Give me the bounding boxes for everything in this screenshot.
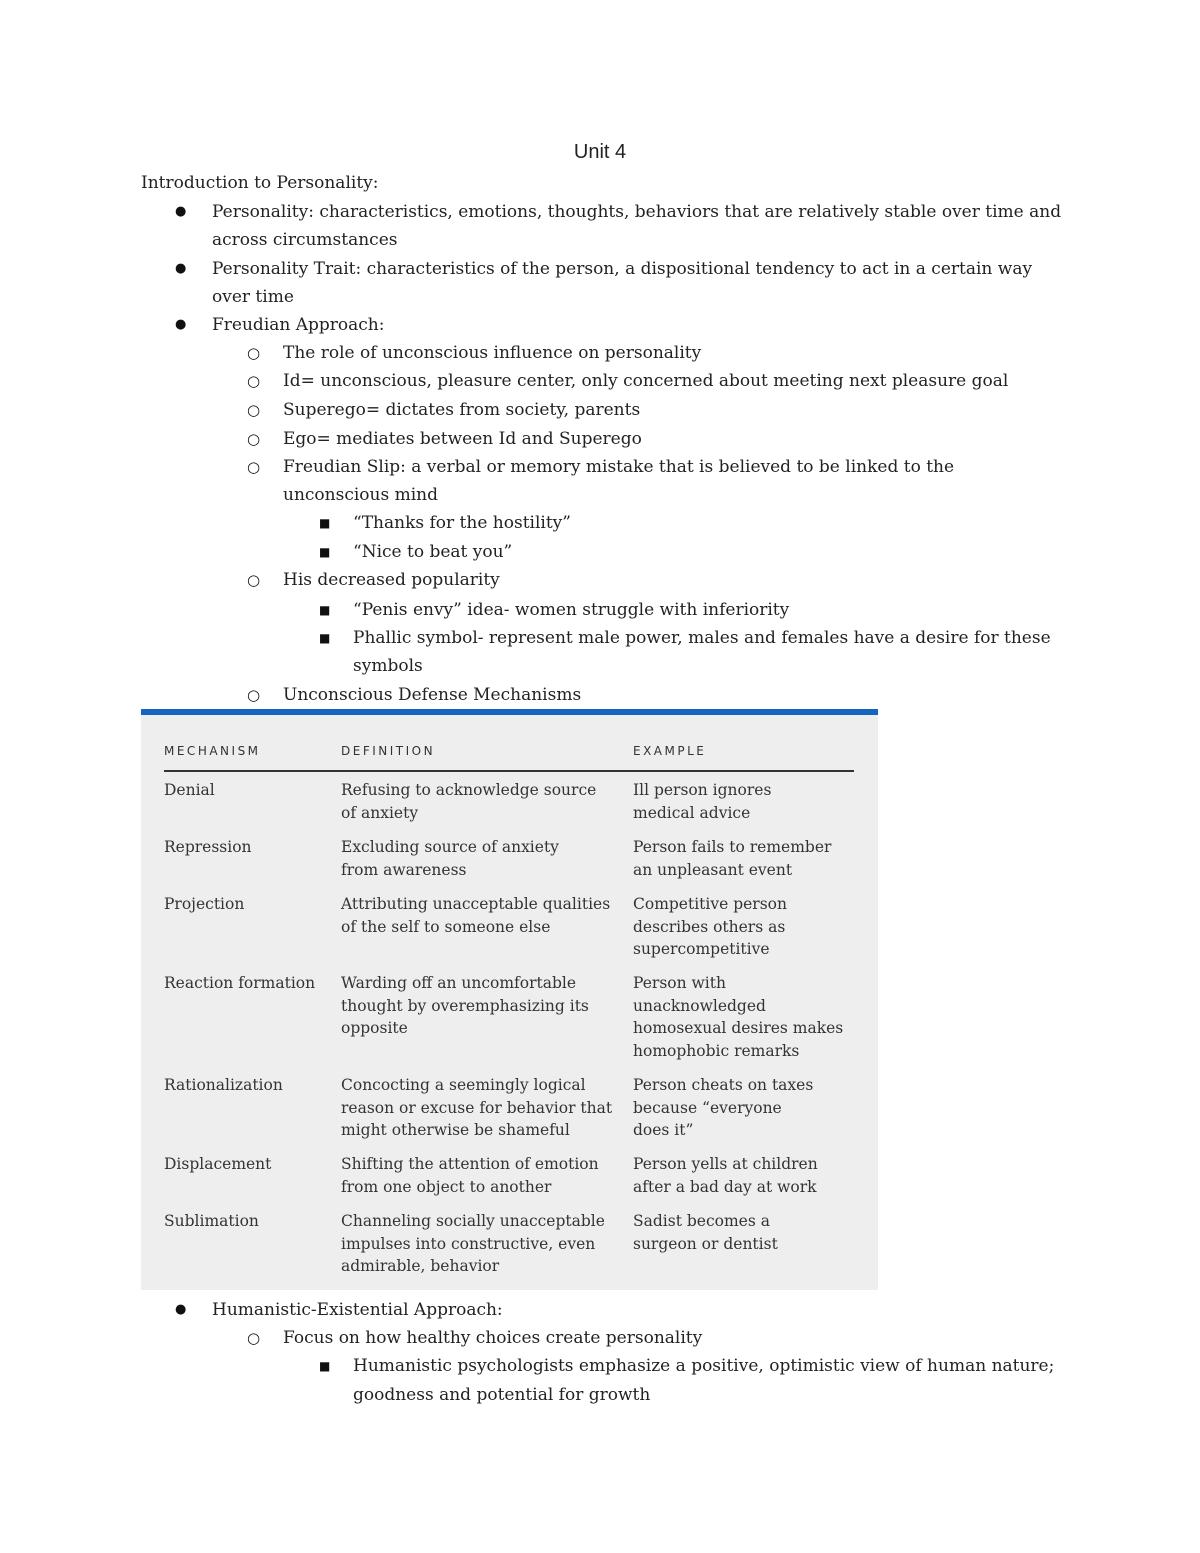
bullet-square-icon: ■ — [319, 1359, 331, 1373]
bullet-square-icon: ■ — [319, 631, 331, 645]
bullet-square-icon: ■ — [319, 603, 331, 617]
page-title: Unit 4 — [573, 141, 627, 163]
table-cell-mechanism: Denial — [164, 781, 215, 799]
table-cell-mechanism: Sublimation — [164, 1212, 259, 1230]
column-header-definition: DEFINITION — [341, 744, 436, 758]
table-cell-example: Person yells at children after a bad day at work — [633, 1155, 818, 1196]
bullet-square-icon: ■ — [319, 545, 331, 559]
table-cell-definition: Attributing unacceptable qualities of the self to someone else — [341, 895, 611, 936]
intro-heading: Introduction to Personality: — [141, 173, 379, 193]
table-cell-definition: Excluding source of anxiety from awareness — [341, 838, 559, 879]
freudian-heading: Freudian Approach: — [212, 315, 385, 335]
humanistic-heading: Humanistic-Existential Approach: — [212, 1300, 503, 1320]
trait-definition-line2: over time — [212, 287, 294, 307]
defense-mechanisms-table — [141, 709, 878, 1290]
bullet-disc-icon: ● — [175, 204, 187, 219]
list-item: Phallic symbol- represent male power, males and females have a desire for these — [353, 628, 1051, 648]
bullet-disc-icon: ● — [175, 261, 187, 276]
defense-heading: Unconscious Defense Mechanisms — [283, 685, 582, 705]
table-cell-mechanism: Reaction formation — [164, 974, 316, 992]
personality-definition-line1: Personality: characteristics, emotions, thoughts, behaviors that are relatively stable over time and — [212, 202, 1062, 222]
bullet-circle-icon: ○ — [247, 430, 261, 448]
bullet-circle-icon: ○ — [247, 571, 261, 589]
table-cell-mechanism: Displacement — [164, 1155, 272, 1173]
table-cell-definition: Concocting a seemingly logical reason or excuse for behavior that might otherwise be shameful — [341, 1076, 613, 1139]
table-cell-example: Ill person ignores medical advice — [633, 781, 772, 822]
bullet-circle-icon: ○ — [247, 686, 261, 704]
table-cell-example: Person cheats on taxes because “everyone does it” — [633, 1076, 814, 1139]
table-cell-mechanism: Projection — [164, 895, 245, 913]
list-item: “Thanks for the hostility” — [353, 513, 571, 533]
table-cell-definition: Shifting the attention of emotion from one object to another — [341, 1155, 599, 1196]
bullet-square-icon: ■ — [319, 516, 331, 530]
bullet-circle-icon: ○ — [247, 344, 261, 362]
table-cell-definition: Warding off an uncomfortable thought by overemphasizing its opposite — [341, 974, 589, 1037]
list-item: Ego= mediates between Id and Superego — [283, 429, 642, 449]
bullet-circle-icon: ○ — [247, 401, 261, 419]
list-item: Freudian Slip: a verbal or memory mistake that is believed to be linked to the — [283, 457, 955, 477]
list-item: Id= unconscious, pleasure center, only concerned about meeting next pleasure goal — [283, 371, 1009, 391]
bullet-disc-icon: ● — [175, 317, 187, 332]
bullet-circle-icon: ○ — [247, 1329, 261, 1347]
table-cell-definition: Refusing to acknowledge source of anxiety — [341, 781, 597, 822]
bullet-circle-icon: ○ — [247, 372, 261, 390]
bullet-circle-icon: ○ — [247, 458, 261, 476]
list-item: “Penis envy” idea- women struggle with inferiority — [353, 600, 790, 620]
column-header-mechanism: MECHANISM — [164, 744, 261, 758]
list-item-continuation: symbols — [353, 656, 423, 676]
list-item: “Nice to beat you” — [353, 542, 513, 562]
table-cell-definition: Channeling socially unacceptable impulses into constructive, even admirable, behavior — [341, 1212, 605, 1275]
table-cell-example: Competitive person describes others as supercompetitive — [633, 895, 787, 958]
bullet-disc-icon: ● — [175, 1302, 187, 1317]
column-header-example: EXAMPLE — [633, 744, 707, 758]
list-item: The role of unconscious influence on personality — [283, 343, 702, 363]
list-item: Superego= dictates from society, parents — [283, 400, 641, 420]
list-item: Humanistic psychologists emphasize a positive, optimistic view of human nature; — [353, 1356, 1055, 1376]
table-cell-mechanism: Rationalization — [164, 1076, 283, 1094]
trait-definition-line1: Personality Trait: characteristics of the person, a dispositional tendency to act in a certain way — [212, 259, 1033, 279]
header-rule — [164, 770, 854, 772]
list-item-continuation: unconscious mind — [283, 485, 438, 505]
list-item-continuation: goodness and potential for growth — [353, 1385, 651, 1405]
list-item: Focus on how healthy choices create personality — [283, 1328, 703, 1348]
table-cell-example: Sadist becomes a surgeon or dentist — [633, 1212, 778, 1253]
list-item: His decreased popularity — [283, 570, 500, 590]
personality-definition-line2: across circumstances — [212, 230, 398, 250]
table-cell-example: Person with unacknowledged homosexual desires makes homophobic remarks — [633, 974, 844, 1060]
table-cell-example: Person fails to remember an unpleasant event — [633, 838, 832, 879]
table-cell-mechanism: Repression — [164, 838, 252, 856]
